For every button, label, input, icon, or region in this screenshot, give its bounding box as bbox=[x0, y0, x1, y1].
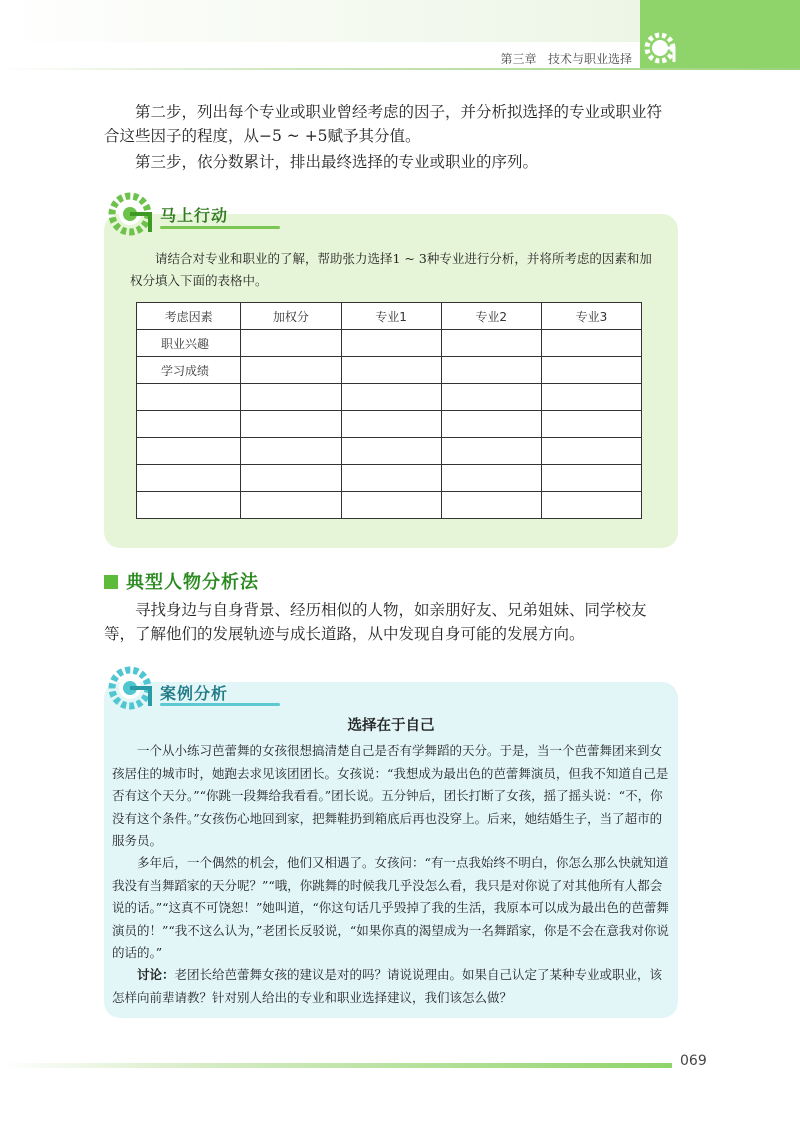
table-cell[interactable] bbox=[241, 438, 341, 465]
table-header-cell: 加权分 bbox=[241, 303, 341, 330]
table-cell[interactable] bbox=[441, 438, 541, 465]
chapter-label: 第三章 bbox=[500, 52, 537, 66]
table-cell[interactable] bbox=[541, 357, 641, 384]
story-title: 选择在于自己 bbox=[347, 718, 435, 734]
table-cell[interactable] bbox=[341, 384, 441, 411]
header-strip bbox=[0, 0, 640, 42]
table-cell[interactable] bbox=[541, 492, 641, 519]
table-cell[interactable]: 职业兴趣 bbox=[137, 330, 241, 357]
gear-logo-icon bbox=[640, 28, 680, 68]
section-heading-text: 典型人物分析法 bbox=[126, 572, 259, 593]
square-bullet-icon bbox=[104, 575, 118, 589]
case-box-title: 案例分析 bbox=[160, 684, 229, 703]
table-cell[interactable] bbox=[341, 465, 441, 492]
table-header-row bbox=[137, 303, 642, 330]
table-cell[interactable] bbox=[541, 330, 641, 357]
gear-icon bbox=[106, 188, 160, 242]
section-body: 寻找身边与自身背景、经历相似的人物，如亲朋好友、兄弟姐妹、同学校友等，了解他们的发展轨迹与成长道路，从中发现自身可能的发展方向。 bbox=[104, 601, 647, 643]
table-cell[interactable] bbox=[541, 438, 641, 465]
table-cell[interactable] bbox=[241, 492, 341, 519]
table-row bbox=[137, 411, 642, 438]
table-cell[interactable] bbox=[341, 438, 441, 465]
table-cell[interactable] bbox=[241, 330, 341, 357]
table-row bbox=[137, 465, 642, 492]
gear-icon bbox=[106, 662, 160, 716]
table-cell[interactable] bbox=[341, 492, 441, 519]
table-row bbox=[137, 384, 642, 411]
story-paragraph-1: 一个从小练习芭蕾舞的女孩很想搞清楚自己是否有学舞蹈的天分。于是，当一个芭蕾舞团来到女孩居住的城市时，她跑去求见该团团长。女孩说：“我想成为最出色的芭蕾舞演员，但我不知道自己是否有这个天分。”“你跳一段舞给我看看。”团长说。五分钟后，团长打断了女孩，摇了摇头说：“不，你没有这个条件。”女孩伤心地回到家，把舞鞋扔到箱底后再也没穿上。后来，她结婚生子，当了超市的服务员。 bbox=[112, 743, 669, 848]
table-cell[interactable] bbox=[241, 357, 341, 384]
running-header bbox=[501, 50, 632, 67]
step3-paragraph: 第三步，依分数累计，排出最终选择的专业或职业的序列。 bbox=[135, 153, 539, 171]
table-cell[interactable] bbox=[441, 330, 541, 357]
action-box-title: 马上行动 bbox=[160, 206, 229, 225]
table-cell[interactable] bbox=[441, 411, 541, 438]
discussion-paragraph bbox=[112, 964, 670, 1009]
table-header-cell: 专业3 bbox=[541, 303, 641, 330]
table-cell[interactable] bbox=[137, 492, 241, 519]
action-title-underline bbox=[160, 226, 280, 229]
table-row bbox=[137, 330, 642, 357]
story-paragraph-2: 多年后，一个偶然的机会，他们又相遇了。女孩问：“有一点我始终不明白，你怎么那么快就知道我没有当舞蹈家的天分呢？”“哦，你跳舞的时候我几乎没怎么看，我只是对你说了对其他所有人都会说的话。”“这真不可饶恕！”她叫道，“你这句话几乎毁掉了我的生活，我原本可以成为最出色的芭蕾舞演员的！”“我不这么认为，”老团长反驳说，“如果你真的渴望成为一名舞蹈家，你是不会在意我对你说的话的。” bbox=[112, 855, 669, 960]
table-row bbox=[137, 438, 642, 465]
discussion-text: 老团长给芭蕾舞女孩的建议是对的吗？请说说理由。如果自己认定了某种专业或职业，该怎样向前辈请教？针对别人给出的专业和职业选择建议，我们该怎么做？ bbox=[112, 967, 663, 1005]
table-cell[interactable] bbox=[137, 411, 241, 438]
factor-table bbox=[136, 302, 642, 519]
step2-paragraph: 第二步，列出每个专业或职业曾经考虑的因子，并分析拟选择的专业或职业符合这些因子的程度，从−5 ~ +5赋予其分值。 bbox=[104, 103, 663, 145]
table-cell[interactable] bbox=[541, 465, 641, 492]
table-header-cell: 考虑因素 bbox=[137, 303, 241, 330]
table-cell[interactable] bbox=[441, 465, 541, 492]
table-row bbox=[137, 492, 642, 519]
table-row bbox=[137, 357, 642, 384]
table-cell[interactable] bbox=[241, 465, 341, 492]
table-cell[interactable] bbox=[441, 492, 541, 519]
table-cell[interactable] bbox=[137, 438, 241, 465]
table-header-cell: 专业2 bbox=[441, 303, 541, 330]
action-instruction: 请结合对专业和职业的了解，帮助张力选择1 ~ 3种专业进行分析，并将所考虑的因素和加权分填入下面的表格中。 bbox=[130, 251, 652, 288]
table-cell[interactable] bbox=[541, 411, 641, 438]
table-cell[interactable] bbox=[541, 384, 641, 411]
section-heading bbox=[104, 568, 259, 594]
page-number: 069 bbox=[680, 1053, 707, 1069]
footer-bar bbox=[0, 1063, 672, 1068]
table-cell[interactable]: 学习成绩 bbox=[137, 357, 241, 384]
table-cell[interactable] bbox=[341, 330, 441, 357]
table-cell[interactable] bbox=[241, 411, 341, 438]
table-cell[interactable] bbox=[441, 384, 541, 411]
table-cell[interactable] bbox=[137, 384, 241, 411]
table-cell[interactable] bbox=[137, 465, 241, 492]
header-divider bbox=[0, 68, 800, 70]
table-cell[interactable] bbox=[341, 411, 441, 438]
discussion-label: 讨论： bbox=[137, 967, 175, 982]
table-cell[interactable] bbox=[241, 384, 341, 411]
table-cell[interactable] bbox=[341, 357, 441, 384]
chapter-title: 技术与职业选择 bbox=[547, 52, 632, 66]
table-cell[interactable] bbox=[441, 357, 541, 384]
table-header-cell: 专业1 bbox=[341, 303, 441, 330]
